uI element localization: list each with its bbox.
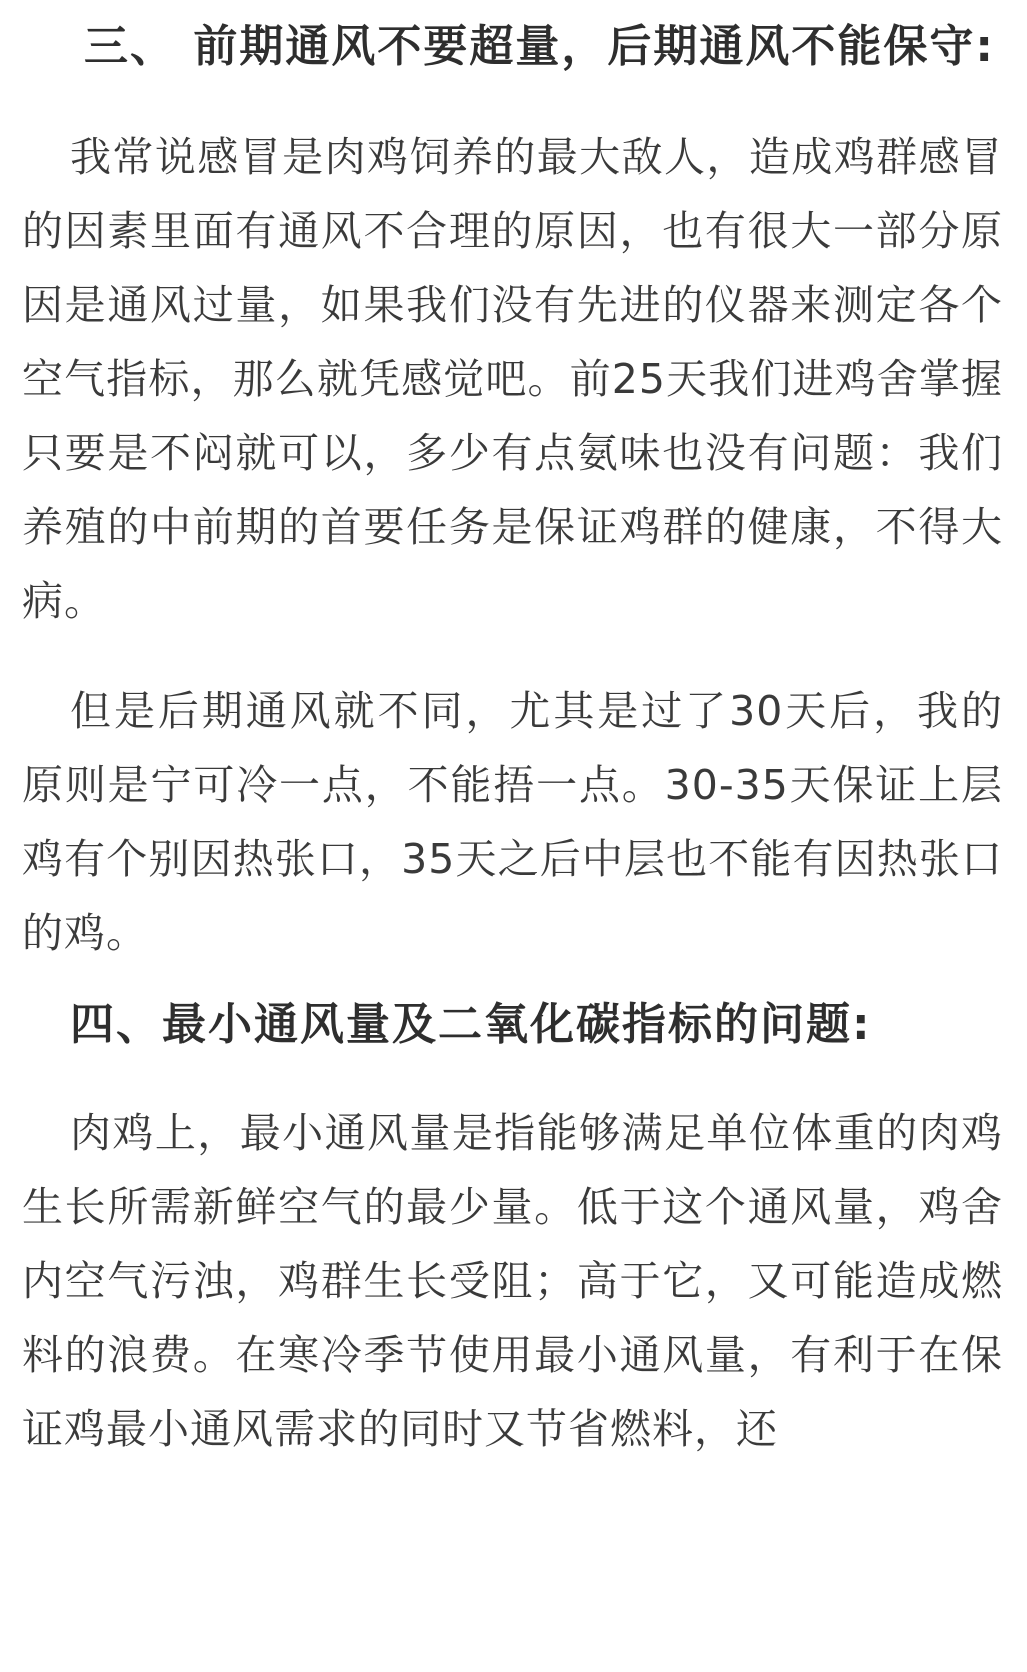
- section-three-paragraph-1: 我常说感冒是肉鸡饲养的最大敌人，造成鸡群感冒的因素里面有通风不合理的原因，也有很大一部分原因是通风过量，如果我们没有先进的仪器来测定各个空气指标，那么就凭感觉吧。前25天我们进鸡舍掌握只要是不闷就可以，多少有点氨味也没有问题：我们养殖的中前期的首要任务是保证鸡群的健康，不得大病。: [22, 133, 1003, 625]
- section-four-paragraph-1: 肉鸡上，最小通风量是指能够满足单位体重的肉鸡生长所需新鲜空气的最少量。低于这个通风量，鸡舍内空气污浊，鸡群生长受阻；高于它，又可能造成燃料的浪费。在寒冷季节使用最小通风量，有利于在保证鸡最小通风需求的同时又节省燃料，还: [22, 1109, 1003, 1453]
- section-four-heading: 四、最小通风量及二氧化碳指标的问题:: [70, 999, 872, 1050]
- section-three-paragraph-2: 但是后期通风就不同，尤其是过了30天后，我的原则是宁可冷一点，不能捂一点。30-35天保证上层鸡有个别因热张口，35天之后中层也不能有因热张口的鸡。: [22, 687, 1003, 957]
- section-three-heading: 三、 前期通风不要超量，后期通风不能保守:: [84, 21, 995, 72]
